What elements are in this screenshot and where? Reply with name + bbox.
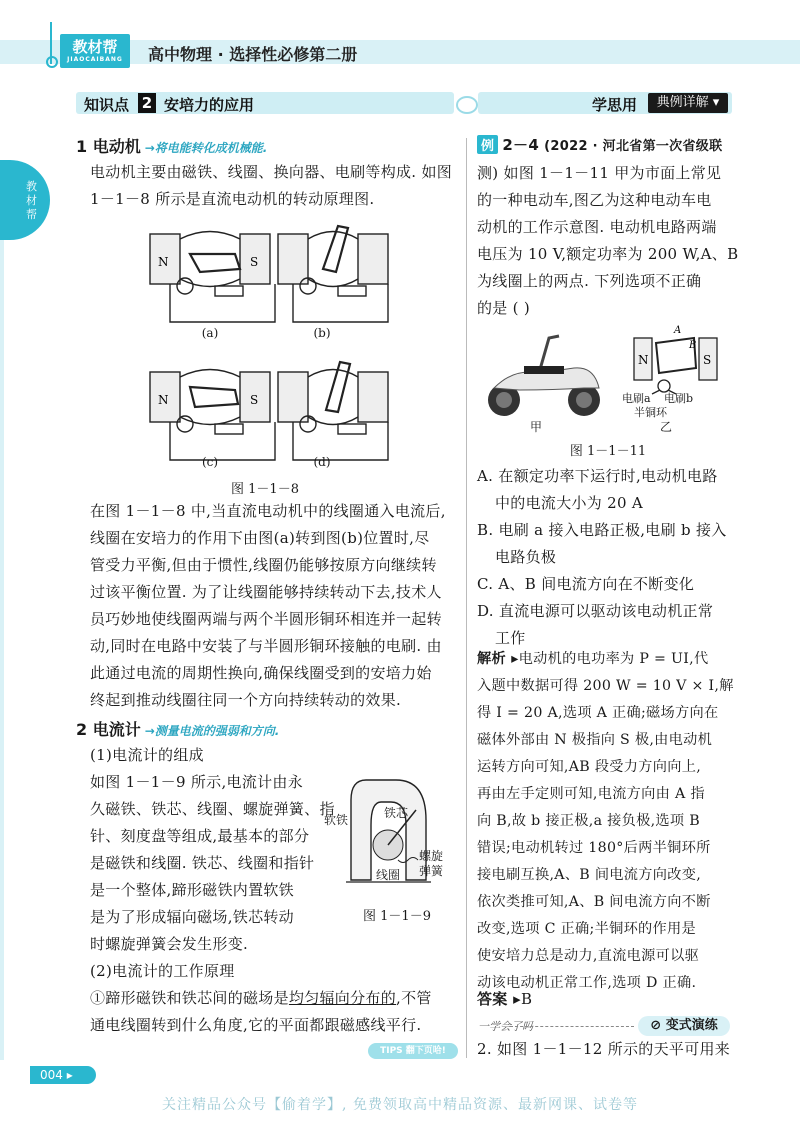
- option-c: C. A、B 间电流方向在不断变化: [477, 575, 695, 593]
- page-number: 004 ▸: [30, 1066, 96, 1084]
- motor-explanation: 在图 1－1－8 中,当直流电动机中的线圈通入电流后, 线圈在安培力的作用下由图(a)转到图(b)位置时,尽 管受力平衡,但由于惯性,线圈仍能够按原方向继续转 过该平衡位置. 为了让线圈能够持续转动下去,技术人 员巧妙地使线圈两端与两个半圆形铜环相连并一起转 动,同时在电路中安装了与半圆形铜环接触的电刷. 由 此通过电流的周期性换向,确保线圈受到的安培力始 终起到推动线圈往同一个方向持续转动的效果.: [90, 502, 446, 709]
- ornament-icon: [456, 96, 478, 114]
- motor-diagram-c: [150, 370, 275, 461]
- page-header: [0, 0, 800, 70]
- label-half-ring: 半铜环: [634, 406, 667, 419]
- example-2-4: 例 2－4 (2022 · 河北省第一次省级联 测) 如图 1－1－11 甲为市面上常见 的一种电动车,图乙为这种电动车电 动机的工作示意图. 电动机电路两端 电压为 10 V,额定功率为 200 W,A、B 为线圈上的两点. 下列选项不正确 的是 ( ): [477, 136, 739, 317]
- practice-badge[interactable]: ⊘ 变式演练: [638, 1016, 730, 1036]
- label-iron-core: 铁芯: [384, 806, 409, 820]
- sub-caption-b: (b): [313, 326, 331, 340]
- answer-label: 答案 ▸: [477, 990, 521, 1008]
- scooter-photo: [488, 336, 600, 416]
- sub-caption-c: (c): [201, 455, 219, 469]
- dashed-rule: [510, 1026, 634, 1027]
- sub-caption-d: (d): [313, 455, 331, 469]
- option-b: B. 电刷 a 接入电路正极,电刷 b 接入 电路负极: [477, 521, 727, 566]
- option-a: A. 在额定功率下运行时,电动机电路 中的电流大小为 20 A: [477, 467, 718, 512]
- heading-galvanometer: 2 电流计 →测量电流的强弱和方向.: [76, 720, 280, 739]
- analysis-label: 解析 ▸: [477, 651, 519, 667]
- answer-line: [477, 986, 532, 1013]
- heading-motor: 1 电动机 →将电能转化成机械能.: [76, 137, 268, 156]
- galvanometer-sub1: (1)电流计的组成: [90, 746, 204, 764]
- section-title: 安培力的应用: [164, 96, 255, 114]
- book-title: 高中物理 · 选择性必修第二册: [148, 45, 358, 64]
- tips-turn-page[interactable]: TIPS 翻下页哈!: [368, 1043, 458, 1059]
- pole-n-label: N: [158, 255, 169, 269]
- motor-intro: 电动机主要由磁铁、线圈、换向器、电刷等构成. 如图 1－1－8 所示是直流电动机的转动原理图.: [90, 163, 453, 208]
- motor-diagram-d: [278, 362, 388, 460]
- section-bar-left: [76, 92, 454, 114]
- svg-text:B: B: [689, 340, 697, 351]
- sub-caption-a: (a): [201, 326, 219, 340]
- label-soft-iron: 软铁: [324, 813, 349, 827]
- label-jia: 甲: [530, 420, 543, 434]
- learn-check: 一学会了吗: [478, 1020, 533, 1033]
- section-number: 2: [138, 93, 156, 113]
- watermark-text: 关注精品公众号【偷着学】, 免费领取高中精品资源、最新网课、试卷等: [162, 1097, 638, 1113]
- answer-value: B: [520, 990, 533, 1008]
- label-spring-1: 螺旋: [419, 849, 444, 863]
- motor-principle-figure: [140, 214, 390, 474]
- figure-caption-1-1-11: 图 1－1－11: [569, 444, 647, 459]
- label-yi: 乙: [660, 420, 673, 434]
- galvanometer-principle: ①蹄形磁铁和铁芯间的磁场是均匀辐向分布的,不管 通电线圈转到什么角度,它的平面都跟磁感线平行.: [90, 989, 432, 1034]
- svg-text:S: S: [703, 353, 712, 367]
- galvanometer-sub2: (2)电流计的工作原理: [90, 962, 235, 980]
- section-label: 知识点: [84, 96, 130, 114]
- side-rule: [0, 160, 4, 1060]
- pole-s-label: S: [250, 255, 259, 269]
- section-right-label: 学思用: [592, 96, 638, 114]
- brand-logo: 教材帮 JIAOCAIBANG: [60, 34, 130, 68]
- figure-caption-1-1-8: 图 1－1－8: [231, 482, 299, 497]
- side-tab: 教材帮: [0, 160, 50, 240]
- options-list: [477, 463, 757, 652]
- label-spring-2: 弹簧: [419, 864, 444, 878]
- pole-n-label-c: N: [158, 393, 169, 407]
- example-tag: 例: [477, 135, 498, 154]
- figure-caption-1-1-9: 图 1－1－9: [363, 909, 431, 924]
- ebike-figure: [484, 318, 734, 430]
- label-brush-a: 电刷a: [622, 392, 651, 405]
- analysis-block: 解析 ▸电动机的电功率为 P = UI,代 入题中数据可得 200 W = 10 V × I,解 得 I = 20 A,选项 A 正确;磁场方向在 磁体外部由 N 极指向 S 极,由电动机 运转方向可知,AB 段受力方向向上, 再由左手定则可知,电流方向由 A 指 向 B,故 b 接正极,a 接负极,选项 B 错误;电动机转过 180°后两半铜环所 接电刷互换,A、B 间电流方向改变, 依次类推可知,A、B 间电流方向不断 改变,选项 C 正确;半铜环的作用是 使安培力总是动力,直流电源可以驱 动该电动机正常工作,选项 D 正确.: [477, 651, 734, 991]
- pole-s-label-c: S: [250, 393, 259, 407]
- example-detail-badge[interactable]: 典例详解 ▾: [648, 93, 728, 113]
- svg-text:A: A: [674, 325, 682, 336]
- label-brush-b: 电刷b: [664, 392, 694, 405]
- label-coil: 线圈: [376, 868, 401, 882]
- motor-diagram-b: [278, 226, 388, 322]
- column-divider: [466, 138, 467, 1058]
- motor-diagram-a: [150, 232, 275, 323]
- bookmark-pin-icon: [50, 22, 60, 64]
- option-d: D. 直流电源可以驱动该电动机正常 工作: [477, 602, 714, 647]
- question-2: 2. 如图 1－1－12 所示的天平可用来: [477, 1040, 731, 1058]
- svg-text:N: N: [638, 353, 649, 367]
- galvanometer-composition: 如图 1－1－9 所示,电流计由永 久磁铁、铁芯、线圈、螺旋弹簧、指 针、刻度盘等组成,最基本的部分 是磁铁和线圈. 铁芯、线圈和指针 是一个整体,蹄形磁铁内置软铁 是为了形成辐向磁场,铁芯转动 时螺旋弹簧会发生形变.: [90, 773, 335, 953]
